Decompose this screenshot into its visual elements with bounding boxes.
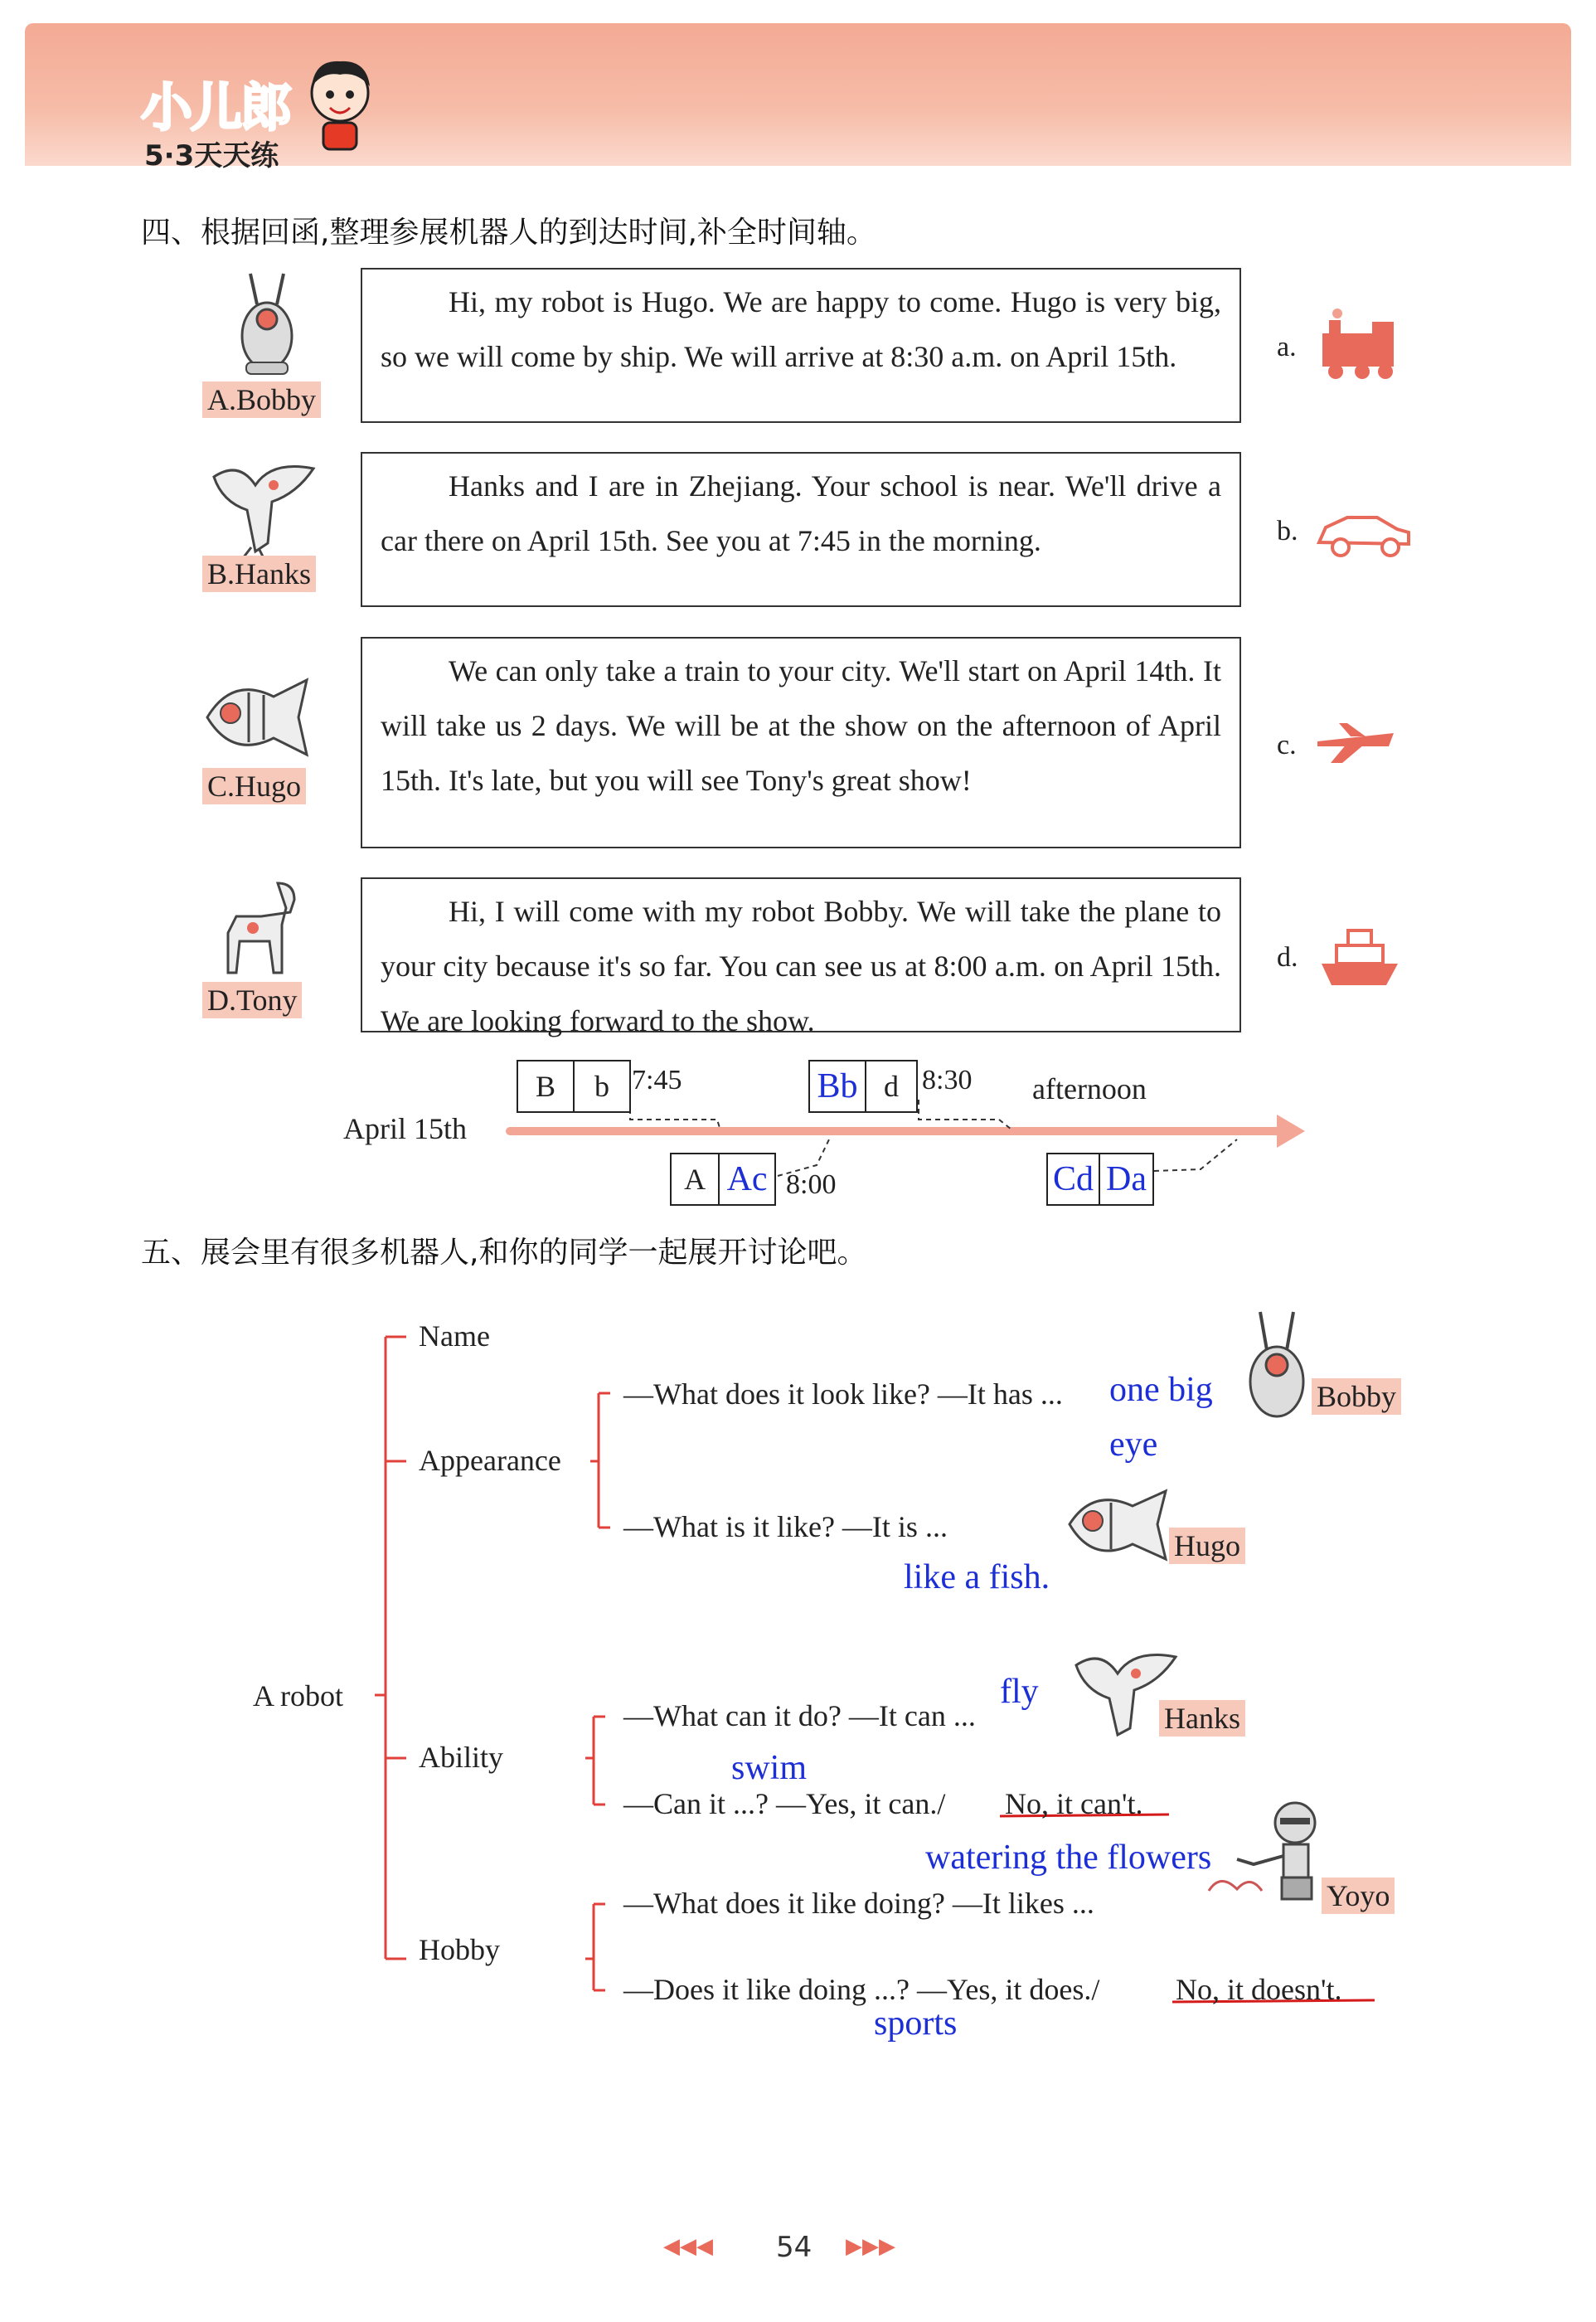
timeline-box-4-answer-2[interactable]: Da	[1106, 1160, 1147, 1198]
reading-text-d: Hi, I will come with my robot Bobby. We will take the plane to your city because it's so far. You can see us at 8:00 a.m. on April 15th. We are looking forward to the show.	[381, 895, 1221, 1037]
answer-fly[interactable]: fly	[1000, 1673, 1039, 1711]
section5-title: 五、展会里有很多机器人,和你的同学一起展开讨论吧。	[141, 1236, 867, 1270]
branch-hobby: Hobby	[419, 1933, 500, 1966]
answer-can-it-negative: No, it can't.	[1005, 1787, 1143, 1820]
robot-label-b: B.Hanks	[202, 556, 316, 592]
answer-eye[interactable]: eye	[1109, 1426, 1158, 1464]
timeline-box-3-letter: d	[883, 1070, 899, 1103]
timeline-box-1-answer[interactable]: b	[594, 1070, 609, 1103]
robot-label-c: C.Hugo	[202, 768, 306, 804]
question-look-like: —What does it look like? —It has ...	[623, 1377, 1063, 1411]
branch-name: Name	[419, 1319, 490, 1353]
timeline-time-1: 7:45	[632, 1065, 682, 1095]
robot-label-d: D.Tony	[202, 982, 302, 1018]
timeline-afternoon: afternoon	[1032, 1072, 1147, 1105]
yoyo-robot-icon	[1204, 1798, 1328, 1906]
branch-ability: Ability	[419, 1741, 504, 1774]
section4-title: 四、根据回函,整理参展机器人的到达时间,补全时间轴。	[141, 216, 876, 250]
question-like-doing: —What does it like doing? —It likes ...	[623, 1887, 1094, 1920]
question-is-like: —What is it like? —It is ...	[623, 1510, 948, 1543]
timeline-time-3: 8:30	[922, 1065, 973, 1095]
page-number: 54	[776, 2231, 813, 2264]
reading-text-c: We can only take a train to your city. We'll start on April 14th. It will take us 2 days. We will be at the show on the afternoon of April 15th. It's late, but you will see Tony's great show!	[381, 654, 1221, 797]
robot-label-yoyo: Yoyo	[1322, 1878, 1395, 1914]
logo-text: 小儿郎	[141, 77, 291, 138]
timeline-date: April 15th	[343, 1112, 467, 1145]
timeline-box-2-letter: A	[672, 1154, 720, 1204]
timeline-time-2: 8:00	[786, 1169, 837, 1200]
reading-text-a: Hi, my robot is Hugo. We are happy to come. Hugo is very big, so we will come by ship. We will arrive at 8:30 a.m. on April 15th.	[381, 285, 1221, 373]
question-does-like: —Does it like doing ...? —Yes, it does./	[623, 1973, 1100, 2006]
hugo-robot-icon	[1063, 1483, 1171, 1566]
prev-arrows-icon: ◀◀◀	[663, 2234, 713, 2259]
answer-swim[interactable]: swim	[731, 1749, 808, 1787]
robot-label-a: A.Bobby	[202, 381, 321, 418]
question-can-it: —Can it ...? —Yes, it can./	[623, 1787, 946, 1820]
robot-label-hugo: Hugo	[1169, 1528, 1245, 1564]
timeline-box-1-letter: B	[518, 1061, 575, 1111]
next-arrows-icon: ▶▶▶	[846, 2234, 895, 2259]
question-can-do: —What can it do? —It can ...	[623, 1699, 976, 1732]
option-c: c.	[1277, 730, 1297, 760]
timeline-box-2-answer[interactable]: Ac	[726, 1160, 768, 1198]
answer-watering[interactable]: watering the flowers	[925, 1839, 1212, 1877]
reading-text-b: Hanks and I are in Zhejiang. Your school is near. We'll drive a car there on April 15th. See you at 7:45 in the morning.	[381, 469, 1221, 557]
timeline-box-4-answer-1[interactable]: Cd	[1048, 1154, 1100, 1204]
mindmap-root: A robot	[253, 1679, 344, 1712]
timeline-box-3-answer[interactable]: Bb	[810, 1061, 866, 1111]
option-b: b.	[1277, 516, 1298, 546]
logo-subtitle: 5·3天天练	[144, 139, 279, 172]
answer-sports[interactable]: sports	[874, 2004, 958, 2043]
answer-does-like-negative: No, it doesn't.	[1176, 1973, 1342, 2006]
bobby-robot-icon	[1235, 1307, 1318, 1423]
robot-label-hanks: Hanks	[1159, 1700, 1245, 1737]
robot-label-bobby: Bobby	[1312, 1378, 1401, 1415]
option-d: d.	[1277, 942, 1298, 973]
branch-appearance: Appearance	[419, 1444, 561, 1477]
answer-one-big[interactable]: one big	[1109, 1371, 1213, 1409]
option-a: a.	[1277, 332, 1297, 362]
answer-fish[interactable]: like a fish.	[904, 1558, 1050, 1596]
